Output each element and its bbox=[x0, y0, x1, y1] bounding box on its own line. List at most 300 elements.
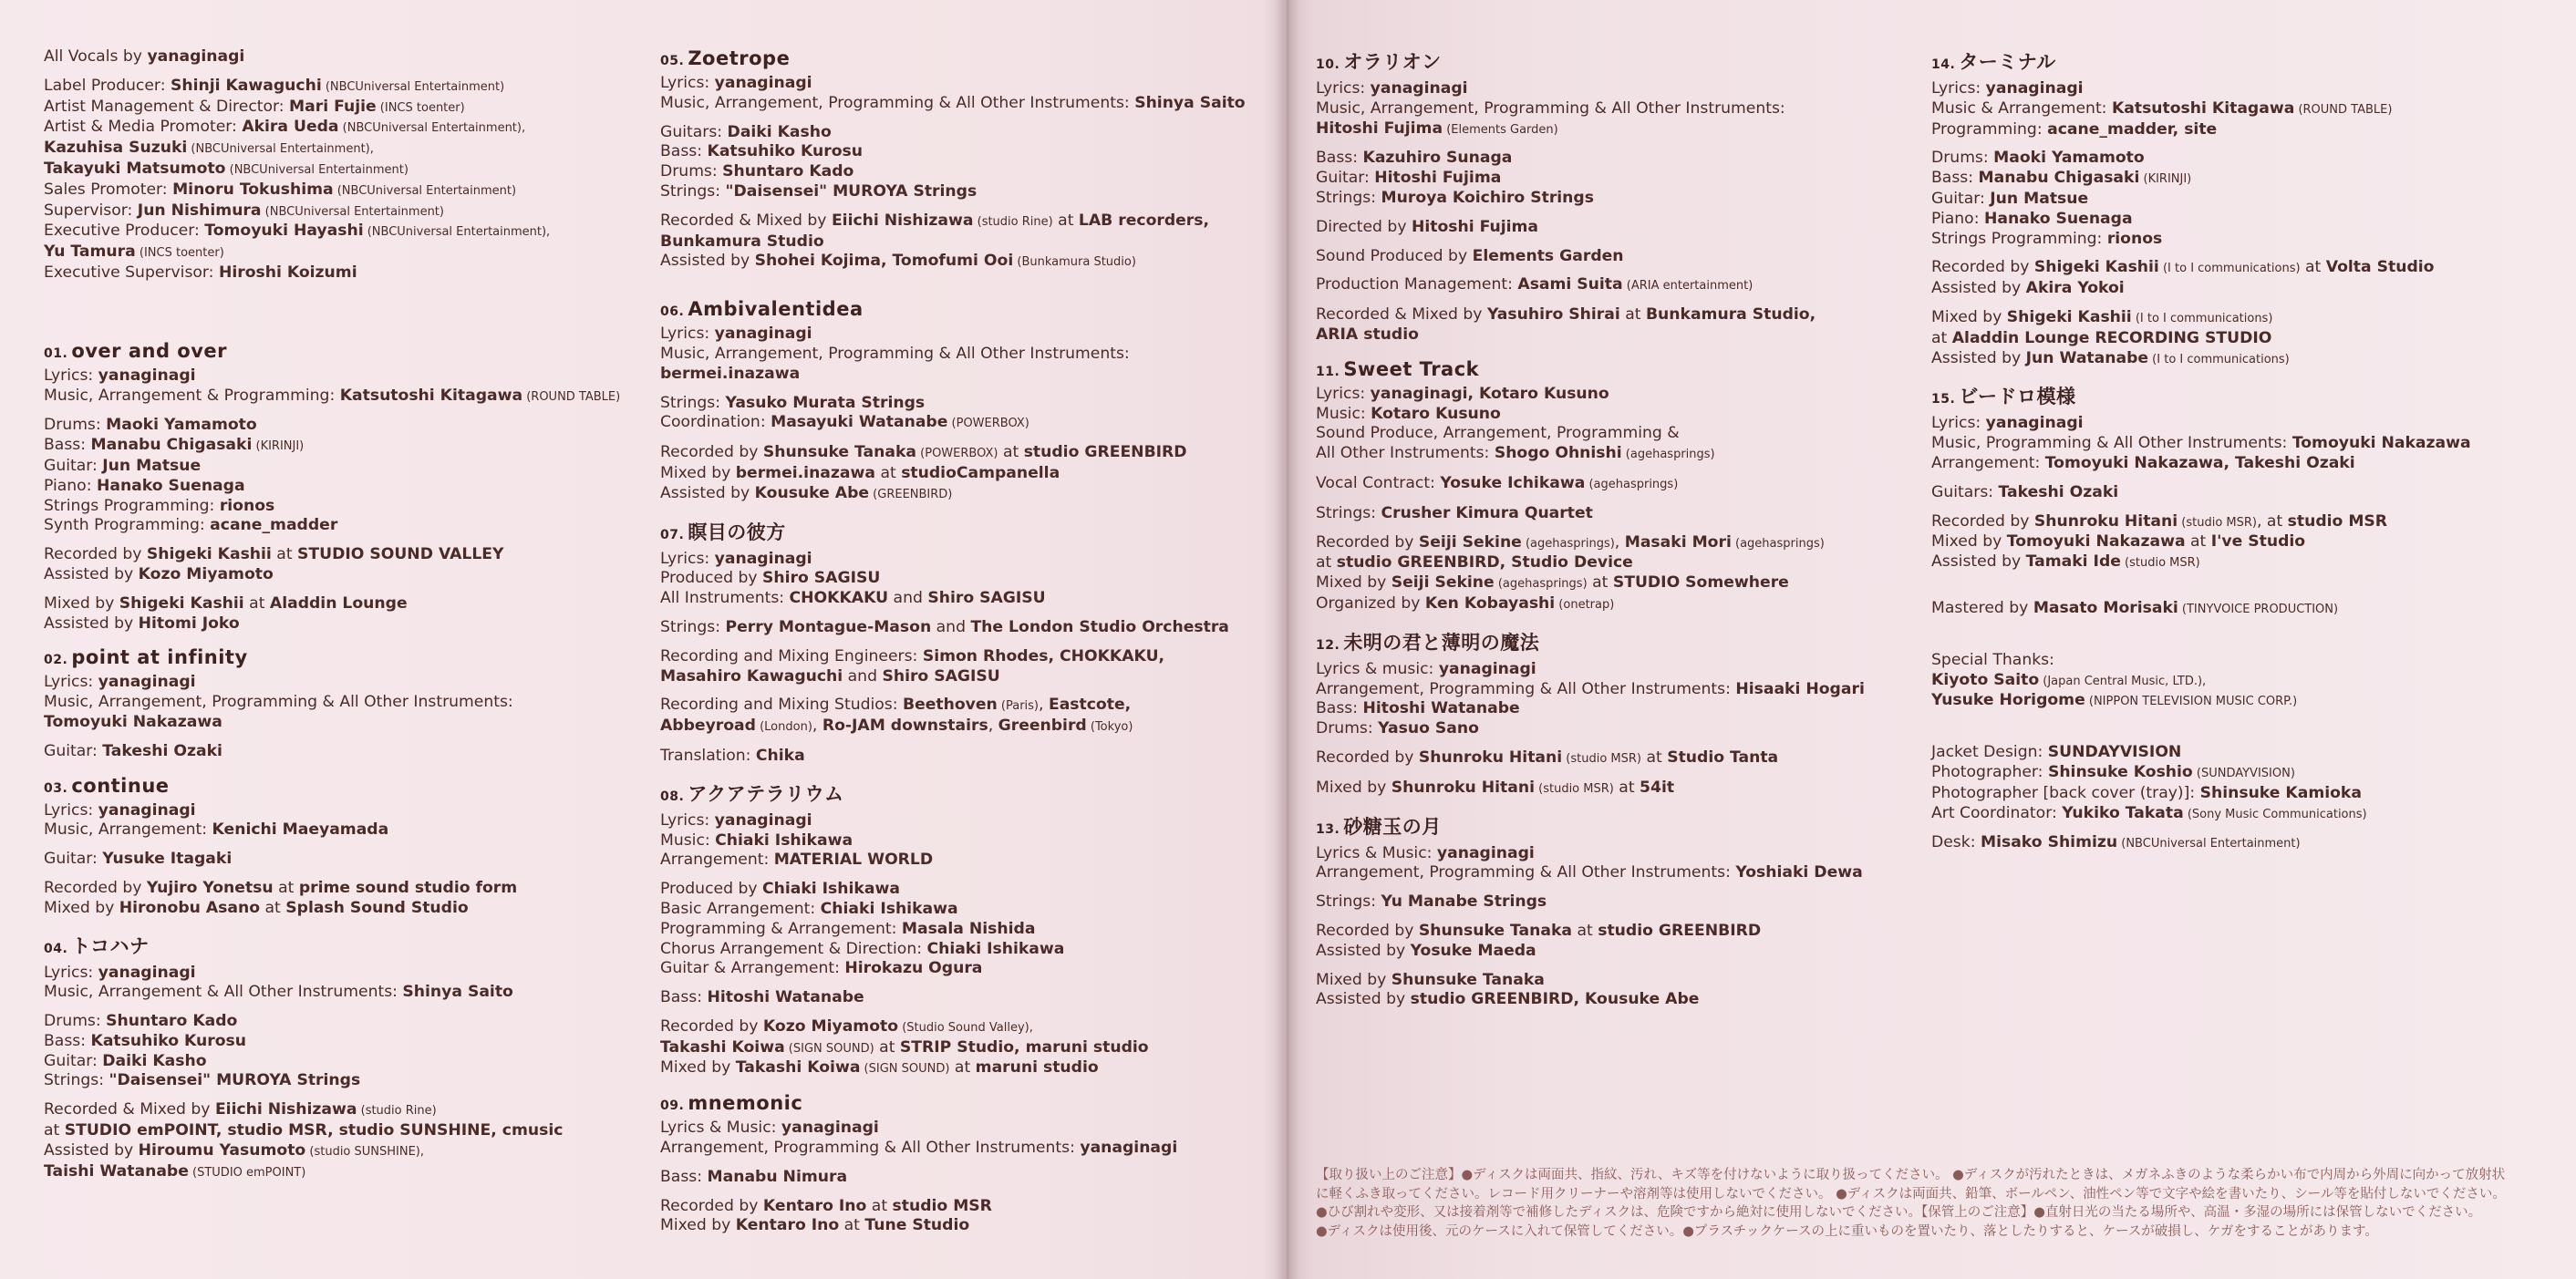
credit-group bbox=[1931, 833, 2560, 854]
credit-role: Music, Arrangement & All Other Instruments: bbox=[44, 983, 403, 1002]
credit-name: Kotaro Kusuno bbox=[1371, 404, 1501, 423]
credit-name: Eiichi Nishizawa bbox=[214, 1100, 357, 1119]
track-number: 10. bbox=[1316, 57, 1340, 72]
credit-line bbox=[1931, 552, 2560, 573]
credit-name: Yasuko Murata Strings bbox=[725, 393, 926, 412]
credit-name: yanaginagi bbox=[714, 810, 812, 830]
credit-name: Daiki Kasho bbox=[102, 1051, 207, 1070]
credit-affiliation: (agehasprings) bbox=[1494, 577, 1588, 592]
credit-name: STUDIO Somewhere bbox=[1612, 573, 1789, 593]
credit-line bbox=[44, 594, 646, 614]
track-title bbox=[1931, 47, 2560, 75]
credit-affiliation: (Japan Central Music, LTD.), bbox=[2039, 674, 2207, 688]
credit-role: Chorus Arrangement & Direction: bbox=[660, 939, 927, 958]
credit-role: Lyrics: bbox=[44, 800, 98, 820]
credit-name: Yosuke Maeda bbox=[1410, 941, 1536, 960]
credit-line bbox=[44, 436, 646, 457]
credit-line bbox=[1931, 784, 2560, 804]
credit-role: Vocal Contract: bbox=[1316, 473, 1441, 492]
credit-role: Assisted by bbox=[1316, 941, 1411, 960]
track-title bbox=[660, 779, 1271, 807]
track-name: 砂糖玉の月 bbox=[1343, 815, 1442, 838]
credit-group bbox=[44, 801, 646, 841]
credit-group bbox=[44, 545, 646, 585]
credit-group bbox=[44, 416, 646, 536]
credit-line bbox=[660, 696, 1271, 717]
credit-name: yanaginagi bbox=[1438, 659, 1536, 678]
credit-name: Masahiro Kawaguchi bbox=[660, 666, 843, 686]
credit-affiliation: (agehasprings) bbox=[1731, 536, 1825, 551]
credit-line bbox=[44, 879, 646, 899]
track-number: 14. bbox=[1931, 57, 1956, 72]
credit-role: Lyrics & Music: bbox=[660, 1119, 781, 1138]
credit-affiliation: (NBCUniversal Entertainment), bbox=[338, 121, 526, 136]
credit-line bbox=[1316, 189, 1918, 209]
credit-role: , bbox=[1614, 532, 1625, 552]
credit-line bbox=[660, 74, 1271, 94]
credit-name: Eastcote, bbox=[1048, 696, 1132, 715]
credit-line bbox=[1316, 119, 1918, 140]
credit-group bbox=[660, 1168, 1271, 1188]
credit-name: Muroya Koichiro Strings bbox=[1381, 188, 1594, 207]
credit-role: Mixed by bbox=[660, 1216, 736, 1235]
credit-affiliation: (NIPPON TELEVISION MUSIC CORP.) bbox=[2085, 695, 2298, 709]
credit-group bbox=[1316, 275, 1918, 296]
credit-line bbox=[44, 477, 646, 497]
track-section bbox=[44, 646, 646, 761]
credit-role: Music, Arrangement, Programming & All Other Instruments: bbox=[660, 93, 1135, 112]
credit-name: studio GREENBIRD bbox=[1023, 443, 1187, 462]
credit-name: Kentaro Ino bbox=[762, 1196, 867, 1215]
credit-line bbox=[660, 443, 1271, 464]
spacer bbox=[44, 302, 646, 340]
credit-role: Music & Arrangement: bbox=[1931, 98, 2112, 118]
credit-group bbox=[660, 443, 1271, 504]
credit-role: Drums: bbox=[1931, 149, 1994, 168]
credit-role: Artist & Media Promoter: bbox=[44, 118, 243, 137]
credit-name: Jun Matsue bbox=[102, 456, 202, 475]
credit-role: , bbox=[988, 717, 998, 736]
credit-role: Artist Management & Director: bbox=[44, 97, 290, 116]
credit-line bbox=[1316, 149, 1918, 169]
credit-affiliation: (POWERBOX) bbox=[916, 447, 998, 461]
credit-role: at bbox=[1619, 305, 1646, 325]
credit-line bbox=[1931, 210, 2560, 230]
credit-role: Coordination: bbox=[660, 413, 771, 432]
track-number: 13. bbox=[1316, 821, 1340, 837]
credit-line bbox=[44, 850, 646, 870]
notice-line: ●ひび割れや変形、又は接着剤等で補修したディスクは、危険ですから絶対に使用しないでください。【保管上のご注意】●直射日光の当たる場所や、高温・多湿の場所には保管しないでください。 bbox=[1316, 1205, 2482, 1220]
credit-name: bermei.inazawa bbox=[660, 364, 801, 383]
credit-role: All Instruments: bbox=[660, 589, 790, 608]
credit-role: All Other Instruments: bbox=[1316, 444, 1495, 463]
credit-role: Basic Arrangement: bbox=[660, 899, 821, 918]
credit-role: at bbox=[1052, 211, 1079, 230]
credit-line bbox=[44, 366, 646, 387]
credit-line bbox=[1316, 533, 1918, 554]
credit-line bbox=[44, 673, 646, 693]
credit-line bbox=[660, 162, 1271, 182]
credit-line bbox=[660, 569, 1271, 589]
credit-line bbox=[44, 1121, 646, 1141]
track-name: ビードロ模様 bbox=[1959, 386, 2076, 408]
credit-line bbox=[660, 988, 1271, 1008]
credits-column-3 bbox=[1316, 47, 1918, 1023]
credit-affiliation: (KIRINJI) bbox=[252, 439, 305, 454]
credit-name: 54it bbox=[1640, 778, 1675, 797]
credit-role: Piano: bbox=[44, 476, 97, 495]
credit-line bbox=[1931, 149, 2560, 169]
credit-name: Ro-JAM downstairs bbox=[822, 717, 988, 736]
credit-group bbox=[1931, 599, 2560, 620]
credit-name: Yu Tamura bbox=[44, 242, 136, 262]
credit-name: SUNDAYVISION bbox=[2047, 743, 2182, 762]
credit-role: Mixed by bbox=[660, 463, 736, 482]
credit-name: yanaginagi bbox=[98, 366, 196, 385]
track-name: 瞑目の彼方 bbox=[688, 521, 786, 543]
credit-role: Bass: bbox=[1316, 699, 1363, 718]
credit-name: rionos bbox=[2106, 229, 2163, 248]
credit-line bbox=[660, 1038, 1271, 1059]
credit-name: Mari Fujie bbox=[289, 97, 377, 116]
credit-role: Synth Programming: bbox=[44, 516, 211, 535]
credit-line bbox=[1931, 434, 2560, 454]
credit-affiliation: (SUNDAYVISION) bbox=[2192, 766, 2295, 780]
credit-name: Kentaro Ino bbox=[735, 1216, 840, 1235]
credit-role: Recorded by bbox=[1316, 921, 1419, 940]
credit-name: Shogo Ohnishi bbox=[1494, 444, 1622, 463]
credit-role: Guitars: bbox=[660, 122, 728, 141]
credit-name: bermei.inazawa bbox=[735, 463, 875, 482]
credit-name: Yasuo Sano bbox=[1378, 719, 1479, 738]
credit-line bbox=[1931, 258, 2560, 279]
credit-role: Arrangement, Programming & All Other Instruments: bbox=[1316, 863, 1736, 882]
credit-role: Recording and Mixing Studios: bbox=[660, 696, 903, 715]
spacer bbox=[660, 285, 1271, 298]
credit-role: Recorded by bbox=[1931, 258, 2034, 277]
credit-name: Hanako Suenaga bbox=[96, 476, 245, 495]
track-section bbox=[660, 779, 1271, 1080]
credit-role: Strings: bbox=[660, 181, 726, 201]
credit-affiliation: (London) bbox=[755, 720, 812, 735]
credit-name: yanaginagi bbox=[1985, 414, 2084, 433]
credit-line bbox=[1931, 230, 2560, 250]
credit-role: Label Producer: bbox=[44, 76, 171, 95]
track-title bbox=[660, 518, 1271, 545]
track-section bbox=[44, 340, 646, 634]
credit-line bbox=[44, 181, 646, 201]
credit-role: Music, Arrangement & Programming: bbox=[44, 386, 340, 405]
credit-line bbox=[1316, 779, 1918, 799]
credits-block bbox=[1931, 651, 2560, 712]
credit-name: Shigeki Kashii bbox=[119, 593, 244, 613]
credit-line bbox=[1931, 190, 2560, 210]
credit-line bbox=[1931, 99, 2560, 120]
track-title bbox=[1316, 812, 1918, 840]
credit-name: STUDIO SOUND VALLEY bbox=[297, 545, 504, 564]
credit-role: Music, Programming & All Other Instruments: bbox=[1931, 434, 2292, 453]
credit-line bbox=[44, 497, 646, 517]
credit-group bbox=[1931, 743, 2560, 824]
credit-name: CHOKKAKU bbox=[789, 589, 889, 608]
credit-role: Recorded by bbox=[44, 878, 147, 897]
credit-affiliation: (studio Rine) bbox=[357, 1104, 437, 1119]
credit-role: Lyrics: bbox=[1316, 384, 1371, 403]
credit-role: at bbox=[260, 898, 286, 917]
credit-group bbox=[1316, 474, 1918, 495]
track-section bbox=[1931, 382, 2560, 573]
credit-role: Assisted by bbox=[44, 614, 139, 633]
credit-line bbox=[44, 801, 646, 821]
credit-name: studio MSR bbox=[2287, 511, 2388, 531]
credit-role: at bbox=[1572, 921, 1598, 940]
credit-line bbox=[1316, 424, 1918, 444]
track-name: オラリオン bbox=[1343, 51, 1442, 73]
track-title bbox=[1316, 358, 1918, 380]
track-number: 04. bbox=[44, 941, 68, 956]
credit-line bbox=[660, 647, 1271, 667]
credit-name: Crusher Kimura Quartet bbox=[1381, 503, 1593, 522]
credit-name: yanaginagi bbox=[1080, 1139, 1178, 1158]
credit-affiliation: (Tokyo) bbox=[1086, 720, 1133, 735]
credit-role: and bbox=[888, 589, 928, 608]
credit-line bbox=[1931, 691, 2560, 712]
credit-name: Shohei Kojima, Tomofumi Ooi bbox=[754, 252, 1014, 271]
credit-line bbox=[44, 1012, 646, 1032]
credit-role: Music, Arrangement, Programming & All Other Instruments: bbox=[1316, 98, 1785, 118]
credit-name: Ken Kobayashi bbox=[1424, 593, 1556, 613]
credit-name: Takeshi Ozaki bbox=[102, 741, 222, 760]
track-section bbox=[44, 775, 646, 919]
credit-name: Tune Studio bbox=[864, 1216, 970, 1235]
credit-role: Mixed by bbox=[1316, 970, 1391, 989]
track-title bbox=[44, 775, 646, 797]
credit-role: Assisted by bbox=[1931, 552, 2026, 572]
credit-affiliation: (NBCUniversal Entertainment) bbox=[261, 204, 444, 219]
credit-role: Drums: bbox=[44, 416, 107, 435]
credit-line bbox=[1931, 308, 2560, 329]
credit-role: Strings: bbox=[44, 1071, 109, 1090]
credit-line bbox=[660, 747, 1271, 767]
credit-line bbox=[1931, 79, 2560, 99]
credit-group bbox=[660, 618, 1271, 638]
credit-role: at bbox=[243, 593, 270, 613]
credit-name: Misako Shimizu bbox=[1980, 833, 2118, 852]
credit-role: Lyrics: bbox=[660, 325, 715, 344]
credit-line bbox=[660, 1197, 1271, 1217]
credit-name: Tomoyuki Nakazawa bbox=[44, 712, 222, 731]
credit-role: Guitar: bbox=[44, 741, 103, 760]
credit-group bbox=[660, 211, 1271, 273]
credit-name: Chiaki Ishikawa bbox=[715, 830, 853, 850]
credit-role: at bbox=[2185, 532, 2211, 552]
credit-role: Assisted by bbox=[1931, 279, 2026, 298]
credit-line bbox=[660, 394, 1271, 414]
credit-affiliation: (NBCUniversal Entertainment) bbox=[2117, 837, 2301, 851]
notice-line: ●ディスクは使用後、元のケースに入れて保管してください。●プラスチックケースの上に重いものを置いたり、落としたりすると、ケースが破損し、ケガをすることがあります。 bbox=[1316, 1223, 2378, 1239]
credit-role: Piano: bbox=[1931, 209, 1984, 228]
track-number: 06. bbox=[660, 304, 685, 320]
credit-role: Recorded by bbox=[1316, 748, 1419, 767]
credit-name: Akira Yokoi bbox=[2025, 279, 2125, 298]
credit-name: Katsutoshi Kitagawa bbox=[2111, 98, 2295, 118]
credit-name: Daiki Kasho bbox=[727, 122, 832, 141]
handling-notice bbox=[1316, 1166, 2565, 1241]
credit-role: Bass: bbox=[44, 1031, 91, 1050]
credit-group bbox=[1316, 504, 1918, 524]
credit-line bbox=[1931, 120, 2560, 140]
credit-group bbox=[1931, 414, 2560, 473]
credit-affiliation: (agehasprings) bbox=[1585, 477, 1679, 491]
credit-name: Splash Sound Studio bbox=[285, 898, 469, 917]
credit-role: Executive Supervisor: bbox=[44, 263, 219, 282]
credit-affiliation: (INCS toenter) bbox=[376, 100, 465, 115]
credit-affiliation: (Elements Garden) bbox=[1443, 122, 1558, 137]
track-section bbox=[1316, 47, 1918, 346]
credit-name: Yukiko Takata bbox=[2062, 803, 2184, 822]
credit-name: Masaki Mori bbox=[1624, 532, 1732, 552]
credit-line bbox=[660, 252, 1271, 273]
credit-role: Lyrics: bbox=[1316, 79, 1371, 98]
credit-line bbox=[660, 920, 1271, 940]
credit-line bbox=[660, 1139, 1271, 1159]
credit-affiliation: (NBCUniversal Entertainment) bbox=[321, 79, 505, 94]
credit-line bbox=[1316, 305, 1918, 325]
credit-line bbox=[1316, 892, 1918, 913]
credit-name: Yoshiaki Dewa bbox=[1735, 863, 1863, 882]
track-section bbox=[1316, 812, 1918, 1011]
credit-affiliation: (Sony Music Communications) bbox=[2183, 807, 2367, 821]
credit-affiliation: (I to I communications) bbox=[2148, 352, 2290, 366]
credit-role: at bbox=[874, 1037, 900, 1057]
credit-role: Drums: bbox=[44, 1012, 107, 1031]
credit-line bbox=[1931, 349, 2560, 370]
credit-name: Bunkamura Studio bbox=[660, 232, 824, 251]
credit-role: Strings: bbox=[660, 617, 726, 636]
credit-name: LAB recorders, bbox=[1078, 211, 1210, 230]
credit-affiliation: (TINYVOICE PRODUCTION) bbox=[2178, 602, 2339, 616]
credit-role: Sound Produce, Arrangement, Programming & bbox=[1316, 424, 1680, 443]
credit-role: Music: bbox=[660, 830, 716, 850]
credit-line bbox=[1316, 79, 1918, 99]
credit-line bbox=[660, 717, 1271, 737]
credit-line bbox=[44, 263, 646, 284]
credit-line bbox=[660, 1119, 1271, 1139]
track-title bbox=[1931, 382, 2560, 409]
credit-role: Lyrics & music: bbox=[1316, 659, 1439, 678]
credit-line bbox=[1931, 651, 2560, 671]
credit-name: Studio Tanta bbox=[1667, 748, 1779, 767]
credit-name: Tomoyuki Nakazawa bbox=[2292, 434, 2471, 453]
credit-name: Jun Nishimura bbox=[137, 201, 262, 220]
credit-line bbox=[1316, 844, 1918, 864]
credit-line bbox=[44, 139, 646, 160]
credit-name: Katsuhiko Kurosu bbox=[707, 142, 863, 161]
credit-name: Hiroshi Koizumi bbox=[218, 263, 357, 282]
credit-line bbox=[44, 1071, 646, 1091]
credit-name: ARIA studio bbox=[1316, 325, 1419, 344]
credit-group bbox=[1316, 892, 1918, 913]
track-name: point at infinity bbox=[71, 646, 248, 669]
credit-line bbox=[1316, 863, 1918, 883]
credit-line bbox=[1931, 169, 2560, 190]
credit-role: and bbox=[931, 617, 971, 636]
credit-role: Lyrics: bbox=[44, 673, 98, 692]
credit-role: at bbox=[1931, 328, 1952, 347]
credit-line bbox=[1316, 660, 1918, 680]
credit-group bbox=[1316, 844, 1918, 884]
credit-group bbox=[660, 880, 1271, 979]
credit-name: Shunsuke Tanaka bbox=[1391, 970, 1545, 989]
credit-line bbox=[44, 1032, 646, 1052]
credit-name: Tomoyuki Nakazawa bbox=[2006, 532, 2186, 552]
track-title bbox=[1316, 628, 1918, 655]
credit-role: Produced by bbox=[660, 569, 763, 588]
credit-group bbox=[1316, 79, 1918, 139]
credit-line bbox=[660, 123, 1271, 143]
credit-name: Shigeki Kashii bbox=[2033, 258, 2159, 277]
credit-group bbox=[44, 1100, 646, 1182]
credit-group bbox=[660, 696, 1271, 737]
credit-line bbox=[44, 516, 646, 536]
credit-name: Katsutoshi Kitagawa bbox=[339, 386, 523, 405]
credit-line bbox=[660, 1058, 1271, 1079]
credit-affiliation: (NBCUniversal Entertainment), bbox=[187, 142, 374, 157]
credit-role: Bass: bbox=[1316, 149, 1363, 168]
credit-group bbox=[1931, 512, 2560, 573]
credit-role: and bbox=[843, 666, 883, 686]
credit-name: Taishi Watanabe bbox=[44, 1161, 189, 1181]
credit-role: at bbox=[949, 1058, 976, 1078]
credit-affiliation: (ROUND TABLE) bbox=[522, 389, 621, 404]
credit-role: Recorded by bbox=[660, 443, 763, 462]
credit-role: Recorded by bbox=[44, 545, 147, 564]
credit-line bbox=[660, 618, 1271, 638]
credit-role: Mixed by bbox=[1931, 307, 2007, 326]
credit-line bbox=[1316, 990, 1918, 1010]
credit-group bbox=[1316, 149, 1918, 208]
credit-group bbox=[44, 879, 646, 919]
credit-line bbox=[1316, 573, 1918, 594]
credit-line bbox=[660, 94, 1271, 114]
credit-affiliation: (NBCUniversal Entertainment) bbox=[333, 183, 517, 198]
credit-name: Kousuke Abe bbox=[754, 483, 870, 502]
credit-line bbox=[1316, 922, 1918, 942]
credit-role: at bbox=[998, 443, 1024, 462]
credit-role: at bbox=[1587, 573, 1613, 593]
credit-name: rionos bbox=[219, 496, 275, 515]
credit-affiliation: (INCS toenter) bbox=[135, 246, 224, 261]
credit-role: Bass: bbox=[1931, 169, 1979, 188]
credit-group bbox=[1316, 779, 1918, 799]
track-name: Zoetrope bbox=[688, 47, 791, 69]
credit-role: Strings: bbox=[660, 393, 726, 412]
track-number: 08. bbox=[660, 789, 685, 804]
credit-affiliation: (I to I communications) bbox=[2158, 262, 2301, 276]
credit-line bbox=[660, 811, 1271, 831]
track-name: 未明の君と薄明の魔法 bbox=[1343, 631, 1540, 654]
credits-column-4 bbox=[1931, 47, 2560, 872]
credit-role: Assisted by bbox=[1316, 990, 1411, 1009]
credit-group bbox=[660, 1197, 1271, 1237]
credit-role: Programming & Arrangement: bbox=[660, 919, 902, 938]
credit-role: Drums: bbox=[1316, 719, 1379, 738]
credit-name: yanaginagi bbox=[714, 325, 812, 344]
credit-name: yanaginagi bbox=[1436, 843, 1535, 862]
credits-block bbox=[1931, 743, 2560, 854]
credit-line bbox=[1931, 532, 2560, 552]
credit-group bbox=[660, 747, 1271, 767]
